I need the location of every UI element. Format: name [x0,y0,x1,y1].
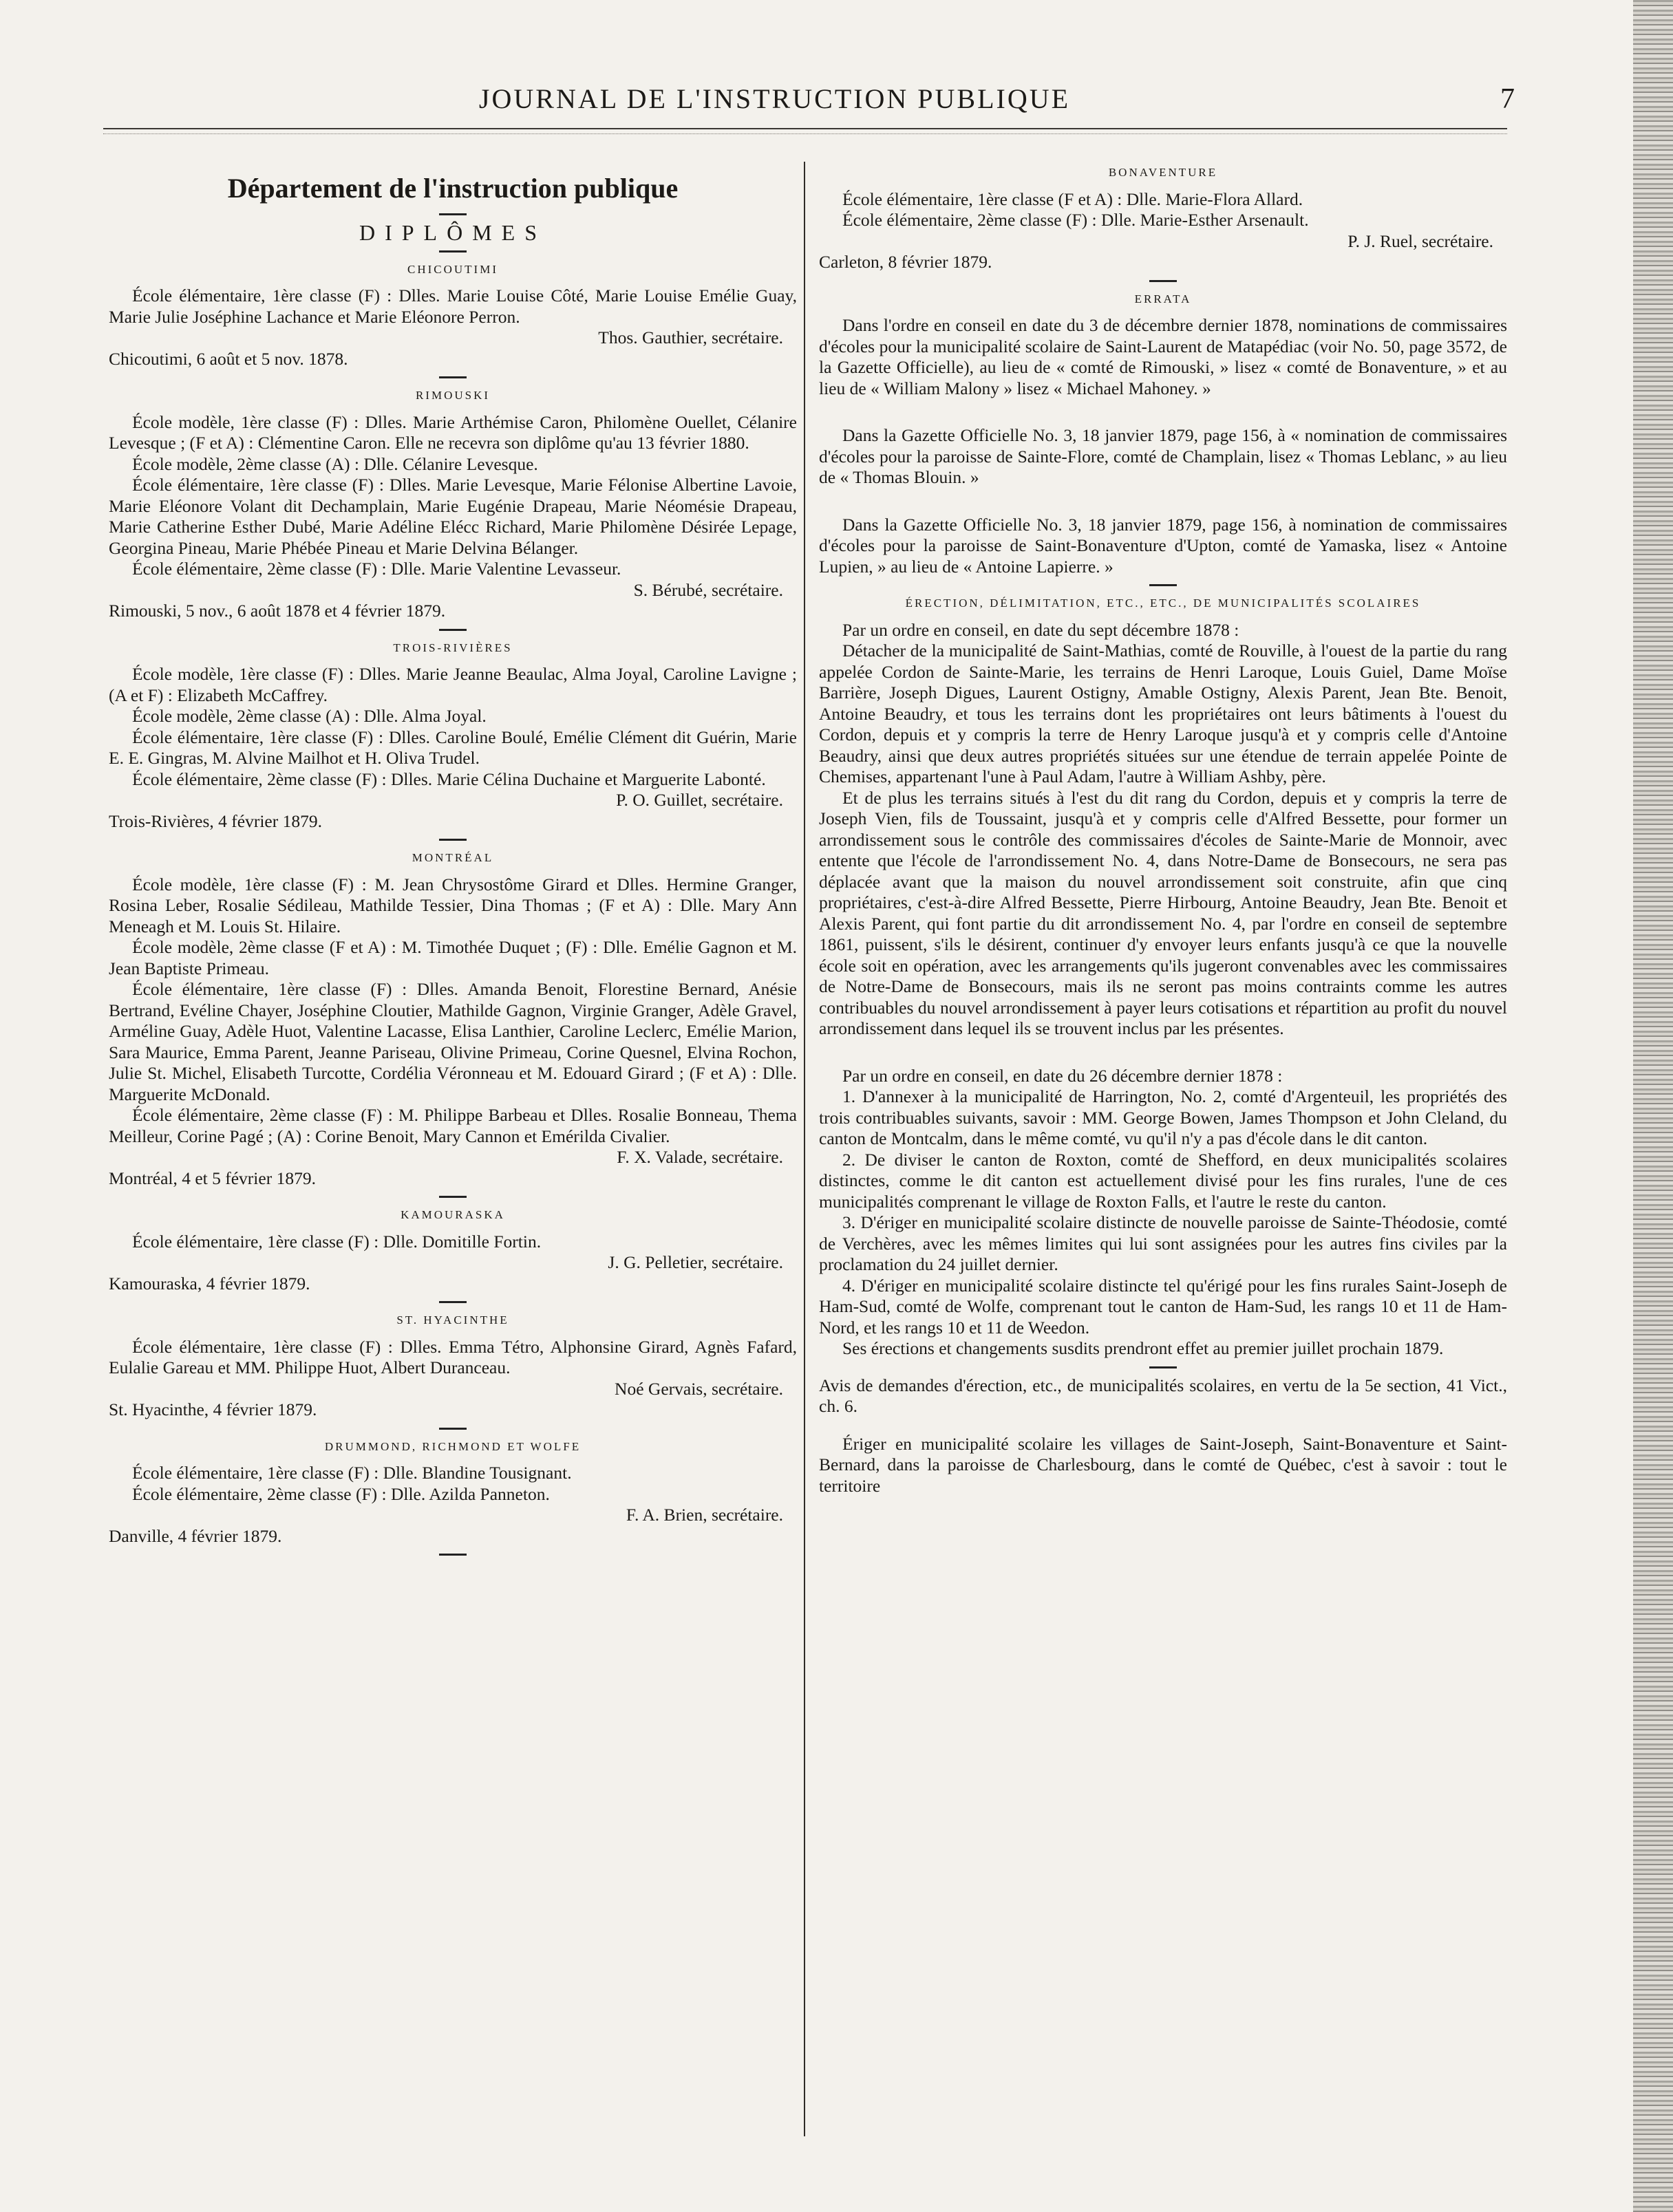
section-kamouraska [109,1205,797,1294]
signature: P. J. Ruel, secrétaire. [1347,230,1493,251]
section-heading: ÉRECTION, DÉLIMITATION, ETC., ETC., DE MUNICIPALITÉS SCOLAIRES [905,597,1421,610]
paragraph: École modèle, 2ème classe (F et A) : M. Timothée Duquet ; (F) : Dlle. Emélie Gagnon et M. Jean Baptiste Primeau. [109,937,797,978]
section-errata [819,289,1507,578]
paragraph: 1. D'annexer à la municipalité de Harrington, No. 2, comté d'Argenteuil, les propriétés des trois contribuables suivants, savoir : MM. George Bowen, James Thompson et John Cleland, du canton de Montcalm, dans le même comté, vu qu'il n'y a pas d'école dans le dit canton. [819,1086,1507,1148]
column-divider [804,162,805,2136]
dateline: Montréal, 4 et 5 février 1879. [109,1168,316,1188]
section-montreal [109,848,797,1189]
right-column [819,158,1507,1496]
paragraph: Dans l'ordre en conseil en date du 3 de décembre dernier 1878, nominations de commissaires d'écoles pour la municipalité scolaire de Saint-Laurent de Matapédiac (voir No. 50, page 3572, de la Gazette Officielle), au lieu de « comté de Rimouski, » lisez « comté de Bonaventure, » et au lieu de « William Malony » lisez « Michael Mahoney. » [819,315,1507,398]
section-bonaventure [819,162,1507,273]
paragraph: École élémentaire, 2ème classe (F) : M. Philippe Barbeau et Dlles. Rosalie Bonneau, Thema Meilleur, Corine Pagé ; (A) : Corine Benoit, Mary Cannon et Emérilda Civalier. [109,1105,797,1146]
separator [439,376,467,378]
dateline: Carleton, 8 février 1879. [819,252,992,272]
dateline: Danville, 4 février 1879. [109,1525,282,1546]
separator [1149,280,1177,282]
paragraph: Détacher de la municipalité de Saint-Mathias, comté de Rouville, à l'ouest de la partie du rang appelée Cordon de Sainte-Marie, les terrains de Henri Laroque, Louis Guiel, Dame Moïse Barrière, Joseph Digues, Laurent Ostigny, Amable Ostigny, Alexis Parent, Jean Bte. Benoit, Antoine Beaudry, et tous les terrains dont les propriétaires ont leurs bâtiments à l'ouest du Cordon, depuis et y compris la terre de Henry Laroque jusqu'à et y compris celle d'Antoine Beaudry, ainsi que deux autres propriétés situées sur une étendue de terrain appelée Pointe de Chemises, appartenant l'une à Paul Adam, l'autre à William Ashby, père. [819,641,1507,786]
signature: F. X. Valade, secrétaire. [617,1147,783,1167]
header-rule [103,128,1507,129]
paragraph: École modèle, 2ème classe (A) : Dlle. Alma Joyal. [132,706,487,726]
section-erection [819,593,1507,1360]
section-drummond [109,1437,797,1547]
paragraph: Dans la Gazette Officielle No. 3, 18 janvier 1879, page 156, à nomination de commissaires d'écoles pour la paroisse de Saint-Bonaventure d'Upton, comté de Yamaska, lisez « Antoine Lupien, » au lieu de « Antoine Lapierre. » [819,514,1507,577]
section-heading: TROIS-RIVIÈRES [393,641,513,654]
paragraph: École modèle, 1ère classe (F) : Dlles. Marie Jeanne Beaulac, Alma Joyal, Caroline Lavigne ; (A et F) : Elizabeth McCaffrey. [109,664,797,705]
page-number: 7 [1500,83,1515,115]
paragraph: École élémentaire, 1ère classe (F) : Dlles. Marie Louise Côté, Marie Louise Emélie Guay, Marie Julie Joséphine Lachance et Marie Eléonore Perron. [109,286,797,327]
section-trois-rivieres [109,638,797,833]
section-heading: DRUMMOND, RICHMOND ET WOLFE [324,1439,582,1453]
paragraph: Dans la Gazette Officielle No. 3, 18 janvier 1879, page 156, à « nomination de commissaires d'écoles pour la paroisse de Sainte-Flore, comté de Champlain, lisez « Thomas Leblanc, » au lieu de « Thomas Blouin. » [819,425,1507,487]
dateline: Chicoutimi, 6 août et 5 nov. 1878. [109,348,348,369]
section-heading: RIMOUSKI [415,389,491,402]
section-heading: ST. HYACINTHE [396,1313,509,1327]
paragraph: École élémentaire, 2ème classe (F) : Dlle. Marie-Esther Arsenault. [842,210,1309,230]
paragraph: École élémentaire, 1ère classe (F) : Dlles. Caroline Boulé, Emélie Clément dit Guérin, Marie E. E. Gingras, M. Alvine Mailhot et H. Oliva Trudel. [109,727,797,768]
paragraph: École élémentaire, 1ère classe (F) : Dlles. Emma Tétro, Alphonsine Girard, Agnès Fafard, Eulalie Gareau et MM. Philippe Huot, Albert Duranceau. [109,1336,797,1377]
separator [1149,1366,1177,1368]
left-column [109,158,797,1563]
section-st-hyacinthe [109,1310,797,1421]
dateline: Rimouski, 5 nov., 6 août 1878 et 4 février 1879. [109,601,446,621]
separator [439,1554,467,1556]
paragraph: Par un ordre en conseil, en date du sept décembre 1878 : [842,619,1239,640]
signature: J. G. Pelletier, secrétaire. [608,1252,783,1272]
paragraph: Par un ordre en conseil, en date du 26 décembre dernier 1878 : [842,1065,1283,1086]
separator [439,213,467,215]
paragraph: École modèle, 1ère classe (F) : M. Jean Chrysostôme Girard et Dlles. Hermine Granger, Rosina Leber, Rosalie Sédileau, Mathilde Tessier, Dina Thomas ; (F et A) : Dlle. Mary Ann Meneagh et M. Louis St. Hilaire. [109,874,797,936]
paragraph: Et de plus les terrains situés à l'est du dit rang du Cordon, depuis et y compris la terre de Joseph Vien, fils de Toussaint, jusqu'à et y compris celle d'Alfred Bessette, pour former un arrondissement sous le contrôle des commissaires d'écoles de Sainte-Marie de Monnoir, avec entente que l'école de l'arrondissement No. 4, dans Notre-Dame de Bonsecours, ne sera pas déplacée avant que la maison du nouvel arrondissement soit construite, afin que cinq propriétaires, c'est-à-dire Alfred Bessette, Pierre Hirbourg, Antoine Beaudry, Jean Bte. Benoit et Alexis Parent, qui font partie du dit arrondissement No. 4, par l'ordre en conseil de septembre 1861, puissent, s'ils le désirent, continuer d'y envoyer leurs enfants jusqu'à ce que la nouvelle école soit en opération, avec les arrangements qu'ils jugeront convenables avec les commissaires de Notre-Dame de Bonsecours, mais ils ne seront pas moins contraints comme les autres contribuables du nouvel arrondissement à payer leurs cotisations et répartition au profit du nouvel arrondissement dans lequel ils se trouvent inclus par les présentes. [819,787,1507,1038]
section-heading: CHICOUTIMI [407,262,498,276]
paragraph: Ses érections et changements susdits prendront effet au premier juillet prochain 1879. [842,1338,1444,1358]
paragraph: École élémentaire, 1ère classe (F) : Dlles. Amanda Benoit, Florestine Bernard, Anésie Bertrand, Evéline Chayer, Joséphine Cloutier, Mathilde Gagnon, Virginie Granger, Adèle Gravel, Arméline Guay, Adèle Huot, Valentine Lacasse, Elisa Lanthier, Caroline Leclerc, Emélie Marion, Sara Maurice, Emma Parent, Jeanne Pariseau, Olivine Primeau, Corine Quesnel, Elvina Rochon, Julie St. Michel, Elisabeth Turcotte, Cordélia Véronneau et M. Edouard Girard ; (F et A) : Dlle. Marguerite McDonald. [109,979,797,1104]
header-rule-dotted [103,133,1507,134]
separator [1149,584,1177,586]
page-edge [1633,0,1673,2212]
section-chicoutimi [109,259,797,370]
separator [439,1301,467,1303]
section-rimouski [109,385,797,622]
paragraph: 3. D'ériger en municipalité scolaire distincte de nouvelle paroisse de Sainte-Théodosie, comté de Verchères, avec les mêmes limites qui lui sont assignées pour les autres fins civiles par la proclamation du 24 juillet dernier. [819,1212,1507,1274]
paragraph: École élémentaire, 2ème classe (F) : Dlles. Marie Célina Duchaine et Marguerite Labonté. [132,769,766,789]
department-title: Département de l'instruction publique [227,173,679,204]
paragraph: École élémentaire, 1ère classe (F) : Dlle. Blandine Tousignant. [132,1463,572,1483]
paragraph: Avis de demandes d'érection, etc., de municipalités scolaires, en vertu de la 5e section, 41 Vict., ch. 6. [819,1375,1507,1416]
section-title: DIPLÔMES [359,220,546,245]
signature: Noé Gervais, secrétaire. [615,1378,783,1399]
section-avis [819,1375,1507,1497]
paragraph: École élémentaire, 2ème classe (F) : Dlle. Marie Valentine Levasseur. [132,559,621,579]
section-heading: MONTRÉAL [412,851,494,864]
separator [439,1428,467,1430]
paragraph: 4. D'ériger en municipalité scolaire distincte tel qu'érigé pour les fins rurales Saint-Joseph de Ham-Sud, comté de Wolfe, comprenant tout le canton de Ham-Sud, les rangs 10 et 11 de Ham-Nord, et les rangs 10 et 11 de Weedon. [819,1275,1507,1338]
separator [439,1196,467,1198]
page-header [0,83,1673,115]
signature: Thos. Gauthier, secrétaire. [598,327,783,347]
section-heading: KAMOURASKA [401,1208,505,1221]
paragraph: École élémentaire, 2ème classe (F) : Dlle. Azilda Panneton. [132,1483,550,1504]
paragraph: École modèle, 2ème classe (A) : Dlle. Célanire Levesque. [132,453,538,474]
signature: P. O. Guillet, secrétaire. [616,790,783,810]
separator [439,629,467,631]
paragraph: École modèle, 1ère classe (F) : Dlles. Marie Arthémise Caron, Philomène Ouellet, Célanire Levesque ; (F et A) : Clémentine Caron. Elle ne recevra son diplôme qu'au 13 février 1880. [109,411,797,453]
paragraph: 2. De diviser le canton de Roxton, comté de Shefford, en deux municipalités scolaires distinctes, comme le dit canton est actuellement divisé pour les fins rurales, l'une de ces municipalités comprenant le village de Roxton Falls, et l'autre le reste du canton. [819,1149,1507,1212]
dateline: Trois-Rivières, 4 février 1879. [109,810,322,831]
paragraph: École élémentaire, 1ère classe (F) : Dlles. Marie Levesque, Marie Félonise Albertine Lavoie, Marie Eléonore Volant dit Dechamplain, Marie Eugénie Drapeau, Marie Néomésie Drapeau, Marie Catherine Esther Dubé, Marie Adéline Elécc Richard, Marie Philomène Désirée Lepage, Georgina Pineau, Marie Phébée Pineau et Marie Delvina Bélanger. [109,475,797,558]
signature: S. Bérubé, secrétaire. [633,579,783,600]
paragraph: Ériger en municipalité scolaire les villages de Saint-Joseph, Saint-Bonaventure et Saint-Bernard, dans la paroisse de Charlesbourg, dans le comté de Québec, c'est à savoir : tout le territoire [819,1433,1507,1496]
paragraph: École élémentaire, 1ère classe (F) : Dlle. Domitille Fortin. [132,1231,542,1252]
separator [439,250,467,253]
paragraph: École élémentaire, 1ère classe (F et A) : Dlle. Marie-Flora Allard. [842,189,1303,209]
signature: F. A. Brien, secrétaire. [626,1505,783,1525]
dateline: St. Hyacinthe, 4 février 1879. [109,1399,317,1419]
dateline: Kamouraska, 4 février 1879. [109,1273,310,1293]
section-heading: ERRATA [1134,292,1192,305]
section-heading: BONAVENTURE [1108,166,1218,179]
separator [439,839,467,841]
journal-title: JOURNAL DE L'INSTRUCTION PUBLIQUE [478,83,1071,114]
